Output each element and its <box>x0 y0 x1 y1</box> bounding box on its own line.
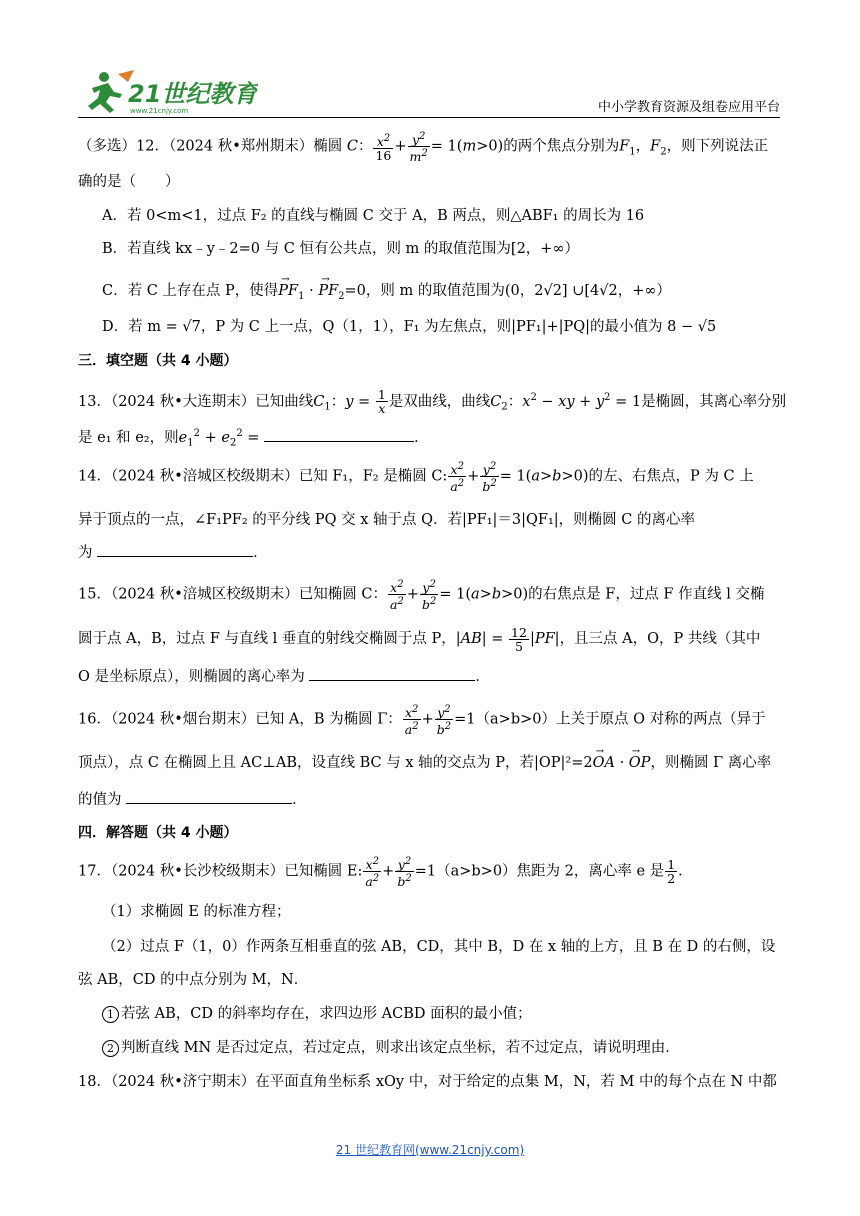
q12-option-a: A．若 0<m<1，过点 F₂ 的直线与椭圆 C 交于 A，B 两点，则△ABF₁ 的周长为 16 <box>102 208 645 224</box>
platform-title: 中小学教育资源及组卷应用平台 <box>597 100 780 115</box>
footer-link[interactable]: 21 世纪教育网(www.21cnjy.com) <box>335 1143 525 1157</box>
q12-tail: 的两个焦点分别为 <box>503 138 620 155</box>
q15-l1-post: 的右焦点是 F，过点 F 作直线 l 交椭 <box>528 586 765 603</box>
q16-l2-post: ，则椭圆 Γ 离心率 <box>650 755 772 771</box>
q16-line2: 顶点），点 C 在椭圆上且 AC⊥AB，设直线 BC 与 x 轴的交点为 P，若|OP|²=2→ OA · → OP，则椭圆 Γ 离心率 <box>78 753 771 773</box>
q15-line1: 15．（2024 秋•涪城区校级期末）已知椭圆 C： $\frac{x^2}{a^2}$ + $\frac{y^2}{b^2}$ = 1(a>b>0)的右焦点是 F，过点 F 作直线 l 交椭 <box>78 579 765 613</box>
q12-option-d: D．若 m = √7，P 为 C 上一点，Q（1，1），F₁ 为左焦点，则|PF₁|+|PQ|的最小值为 8 − √5 <box>102 319 717 335</box>
q17-part2-line2: 弦 AB，CD 的中点分别为 M，N． <box>78 972 309 988</box>
q14-answer-blank[interactable] <box>97 544 253 557</box>
q13-answer-blank[interactable] <box>264 429 414 442</box>
q12-option-b: B．若直线 kx﹣y﹣2=0 与 C 恒有公共点，则 m 的取值范围为[2，+∞） <box>102 241 580 257</box>
q12-option-c-post: =0，则 m 的取值范围为(0，2√2] ∪[4√2，+∞） <box>344 283 671 299</box>
q17-sub1-text: 若弦 AB，CD 的斜率均存在，求四边形 ACBD 面积的最小值； <box>121 1006 532 1022</box>
q15-l3: O 是坐标原点），则椭圆的离心率为 <box>78 669 305 685</box>
q12-line2: 确的是（ ） <box>78 174 180 190</box>
q16-line1: 16．（2024 秋•烟台期末）已知 A，B 为椭圆 Γ： $\frac{x^2}{a^2}$ + $\frac{y^2}{b^2}$ =1（a>b>0）上关于原点 O 对称的两点（异于 <box>78 704 766 738</box>
q16-answer-blank[interactable] <box>126 791 292 804</box>
q16-line3: 的值为 ． <box>78 792 307 808</box>
header-divider <box>78 117 780 118</box>
q16-l2-pre: 顶点），点 C 在椭圆上且 AC⊥AB，设直线 BC 与 x 轴的交点为 P，若|OP|²=2 <box>78 755 593 771</box>
q12-prefix: （多选）12．（2024 秋•郑州期末）椭圆 <box>78 138 343 155</box>
q12-line1: （多选）12．（2024 秋•郑州期末）椭圆 C： $\frac{x^2}{16}$ + $\frac{y^2}{m^2}$ = 1(m>0)的两个焦点分别为$F_1$，$F_2$，则下列说法正 <box>78 131 769 165</box>
q14-line3: 为 ． <box>78 545 268 561</box>
q13-l2: 是 e₁ 和 e₂，则 <box>78 429 179 446</box>
q15-line3: O 是坐标原点），则椭圆的离心率为 ． <box>78 669 490 685</box>
q17-sub2-text: 判断直线 MN 是否过定点，若过定点，则求出该定点坐标，若不过定点，请说明理由． <box>121 1040 680 1056</box>
section-solve: 四．解答题（共 4 小题） <box>78 825 238 841</box>
q14-line1: 14．（2024 秋•涪城区校级期末）已知 F₁，F₂ 是椭圆 C: $\frac{x^2}{a^2}$ + $\frac{y^2}{b^2}$ = 1(a>b>0)的左、右焦点，P 为 C 上 <box>78 461 754 495</box>
q17-l1-pre: 17．（2024 秋•长沙校级期末）已知椭圆 E: <box>78 863 363 880</box>
circled-number-2: 2 <box>102 1040 119 1057</box>
q17-sub2 <box>102 1038 680 1058</box>
q12-option-c: C．若 C 上存在点 P，使得→ $PF_1$ · → $PF_2=0$，则 m 的取值范围为(0，2√2] ∪[4√2，+∞） <box>102 281 671 307</box>
q15-l2-pre: 圆于点 A，B，过点 F 与直线 l 垂直的射线交椭圆于点 P， <box>78 631 456 647</box>
q17-sub1 <box>102 1004 532 1024</box>
q14-l1-pre: 14．（2024 秋•涪城区校级期末）已知 F₁，F₂ 是椭圆 C: <box>78 468 448 485</box>
q15-line2: 圆于点 A，B，过点 F 与直线 l 垂直的射线交椭圆于点 P，|AB| = $\frac{12}{5}$ |PF|，且三点 A，O，P 共线（其中 <box>78 624 761 654</box>
q12-tail2: ，则下列说法正 <box>666 138 769 155</box>
logo-text: 21世纪教育 <box>128 80 258 108</box>
site-logo <box>78 68 258 116</box>
circled-number-1: 1 <box>102 1006 119 1023</box>
q14-l3: 为 <box>78 545 93 561</box>
q13-line1: 13．（2024 秋•大连期末）已知曲线$C_1$：y = $\frac{1}{x}$ 是双曲线，曲线$C_2$：$x^2$ − xy + $y^2 = 1$是椭圆，其离心率分别 <box>78 387 787 417</box>
q13-l1-post: 是椭圆，其离心率分别 <box>641 393 787 410</box>
q16-l1-pre: 16．（2024 秋•烟台期末）已知 A，B 为椭圆 Γ： <box>78 711 402 728</box>
q17-part1: （1）求椭圆 E 的标准方程； <box>102 904 291 920</box>
q15-l1-pre: 15．（2024 秋•涪城区校级期末）已知椭圆 C： <box>78 586 387 603</box>
q17-line1: 17．（2024 秋•长沙校级期末）已知椭圆 E: $\frac{x^2}{a^2}$ + $\frac{y^2}{b^2}$ =1（a>b>0）焦距为 2，离心率 e 是 $\frac{1}{2}$ ． <box>78 856 693 890</box>
section-fill-blank: 三．填空题（共 4 小题） <box>78 353 238 369</box>
q16-l1-post: =1（a>b>0）上关于原点 O 对称的两点（异于 <box>454 711 766 728</box>
q15-answer-blank[interactable] <box>309 668 475 681</box>
q13-l1-mid: 是双曲线，曲线 <box>388 393 491 410</box>
q18-line1: 18．（2024 秋•济宁期末）在平面直角坐标系 xOy 中，对于给定的点集 M，N，若 M 中的每个点在 N 中都 <box>78 1074 777 1090</box>
q16-l3: 的值为 <box>78 792 122 808</box>
logo-url: www.21cnjy.com <box>130 107 189 115</box>
q13-line2: 是 e₁ 和 e₂，则$e_1^2 + e_2^2$ = ． <box>78 428 429 449</box>
q17-part2-line1: （2）过点 F（1，0）作两条互相垂直的弦 AB，CD，其中 B，D 在 x 轴的上方，且 B 在 D 的右侧，设 <box>102 939 776 955</box>
q13-l1-pre: 13．（2024 秋•大连期末）已知曲线 <box>78 393 314 410</box>
q14-l1-post: 的左、右焦点，P 为 C 上 <box>588 468 754 485</box>
q17-l1-post: =1（a>b>0）焦距为 2，离心率 e 是 <box>414 863 665 880</box>
q14-line2: 异于顶点的一点，∠F₁PF₂ 的平分线 PQ 交 x 轴于点 Q．若|PF₁|＝3|QF₁|，则椭圆 C 的离心率 <box>78 512 695 528</box>
q12-option-c-pre: C．若 C 上存在点 P，使得 <box>102 283 279 299</box>
q15-l2-post: ，且三点 A，O，P 共线（其中 <box>559 631 761 647</box>
